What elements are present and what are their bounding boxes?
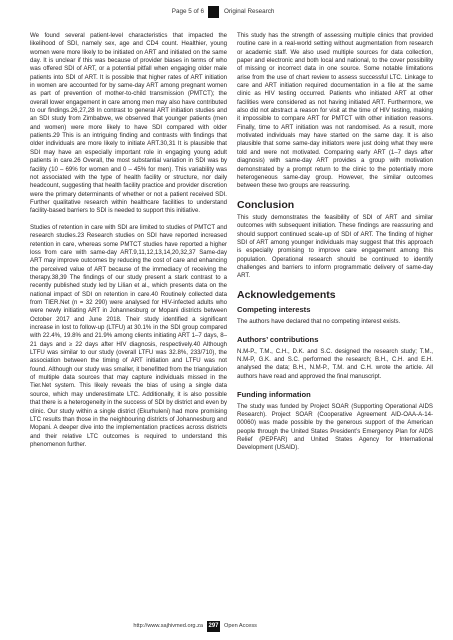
- journal-url-link[interactable]: http://www.sajhivmed.org.za: [133, 623, 203, 629]
- page-header: [0, 6, 453, 20]
- header-marker: [208, 6, 219, 18]
- paragraph: This study has the strength of assessing multiple clinics that provided routine care in a real-world setting without augmentation from research or academic staff. We also used multiple sources for data collection, paper and electronic and both local and national, to the cover possibility of missing or incorrect data in one source. Some notable limitations arise from the use of chart review to assess successful LTC. Linkage to care and ART initiation required documentation in a file at the same clinic as HIV testing occurred. Patients who initiated ART at other facilities were considered as not having initiated ART. Furthermore, we also did not abstract a reason for visit at the time of HIV testing, making it impossible to compare ART for PMTCT with other initiation reasons. Finally, time to ART initiation was not randomised. As a result, more motivated individuals may have started on the same day. It is also plausible that some same-day initiators were just doing what they were told and were not motivated. Comparing early ART (1–7 days after diagnosis) with same-day ART provides a group with motivation demonstrated by a prompt return to the clinic to the potentially more heterogeneous same-day group. However, the similar outcomes between these two groups are reassuring.: [237, 32, 433, 190]
- funding-heading: Funding information: [237, 389, 311, 399]
- contributions-text: N.M-P., T.M., C.H., D.K. and S.C. designed the research study; T.M., N.M-P, G.K. and S.C. performed the research; B.H., C.H. and E.H. analysed the data; B.H., N.M-P., T.M. and C.H. wrote the article. All authors have read and approved the final manuscript.: [237, 347, 433, 380]
- page-number: 297: [207, 621, 220, 632]
- paragraph: We found several patient-level characteristics that impacted the likelihood of SDI, namely sex, age and CD4 count. Healthier, young women were more likely to be initiated on ART and initiated on the same day. It is unclear if this was because of provider biases in terms of who was offered SDI of ART, or a potential pitfall when engaging older male patients into SDI of ART. It is possible that higher rates of ART initiation in women are accounted for by same-day ART among pregnant women as part of prevention of mother-to-child transmission (PMTCT); the overall lower engagement in care among men may also have contributed to our findings.26,27,28 In contrast to general ART initiation studies and an SDI study from Zimbabwe, we observed that younger patients (men and women) were more likely to have SDI compared with older patients.29 This is an intriguing finding and contrasts with findings that older individuals are more likely to initiate ART.30,31 It is plausible that SDI may have an especially important role in engaging young adult patients in care.26 Overall, the most substantial variation in SDI was by facility (10 – 69% for women and 0 – 45% for men). This variability was not associated with the type of health facility or structure, nor daily headcount, suggesting that health facility practice and provider discretion were the primary determinants of whether or not a patient received SDI. Further qualitative research within healthcare facilities to understand facility-based barriers to SDI is needed to support this initiative.: [30, 32, 227, 215]
- conclusion-text: This study demonstrates the feasibility of SDI of ART and similar outcomes with subsequent initiation. These findings are reassuring and should support continued scale-up of SDI of ART. The finding of higher SDI of ART among younger individuals may suggest that this approach is especially promising to improve care engagement among this population. Operational research should be continued to identify challenges and barriers to inform programmatic delivery of same-day ART.: [237, 213, 433, 280]
- paragraph: Studies of retention in care with SDI are limited to studies of PMTCT and research studies.23 Research studies on SDI have reported increased retention in care, whereas some PMTCT studies have reported a higher loss from care with same-day ART.9,11,12,13,14,20,32,37 Same-day ART may improve outcomes by reducing the cost of care and enhancing the perceived value of ART because of the immediacy of receiving the therapy.38,39 The findings of our study present a stark contrast to a recently published study led by Lilian et al., which presents data on the national impact of SDI on retention in care.40 Routinely collected data from TIER.Net (n = 32 290) were analysed for HIV-infected adults who were newly initiating ART in Johannesburg or Mopani districts between October 2017 and June 2018. Their study identified a significant increase in lost to follow-up (LTFU) at 30.1% in the SDI group compared with 22.4%, 19.8% and 21.9% among clients initiating ART 1–7 days, 8–21 days and ≥ 22 days after HIV diagnosis, respectively.40 Although LTFU was similar to our study (overall LTFU was 32.8%, 233/710), the association between the timing of ART initiation and LTFU was not found. Although our study was smaller, it benefitted from the triangulation of multiple data sources that may capture individuals missed in the Tier.Net system. This likely reveals the bias of using a single data source, which may underestimate LTC. Additionally, it is also possible that there is a heterogeneity in the success of SDI by district and even by clinic. Our study within a single district (Ekurhuleni) had more promising LTC results than those in the neighbouring districts of Johannesburg and Mopani. A deeper dive into the implementation practices across districts and their relative LTC outcomes is required to understand this phenomenon further.: [30, 223, 227, 448]
- contributions-heading: Authors’ contributions: [237, 334, 319, 344]
- acknowledgements-heading: Acknowledgements: [237, 289, 336, 302]
- section-label: Original Research: [224, 8, 275, 15]
- funding-text: The study was funded by Project SOAR (Supporting Operational AIDS Research). Project SOAR (Cooperative Agreement AID-OAA-A-14-00060) was made possible by the generous support of the American people through the United States President’s Emergency Plan for AIDS Relief (PEPFAR) and United States Agency for International Development (USAID).: [237, 402, 433, 452]
- competing-interests-text: The authors have declared that no competing interest exists.: [237, 318, 401, 326]
- left-column: [30, 32, 227, 458]
- page-footer: [0, 621, 453, 633]
- right-column: [237, 32, 433, 461]
- competing-interests-heading: Competing interests: [237, 305, 311, 315]
- page-indicator: Page 5 of 6: [171, 8, 204, 15]
- conclusion-heading: Conclusion: [237, 198, 295, 211]
- open-access-label: Open Access: [224, 623, 257, 629]
